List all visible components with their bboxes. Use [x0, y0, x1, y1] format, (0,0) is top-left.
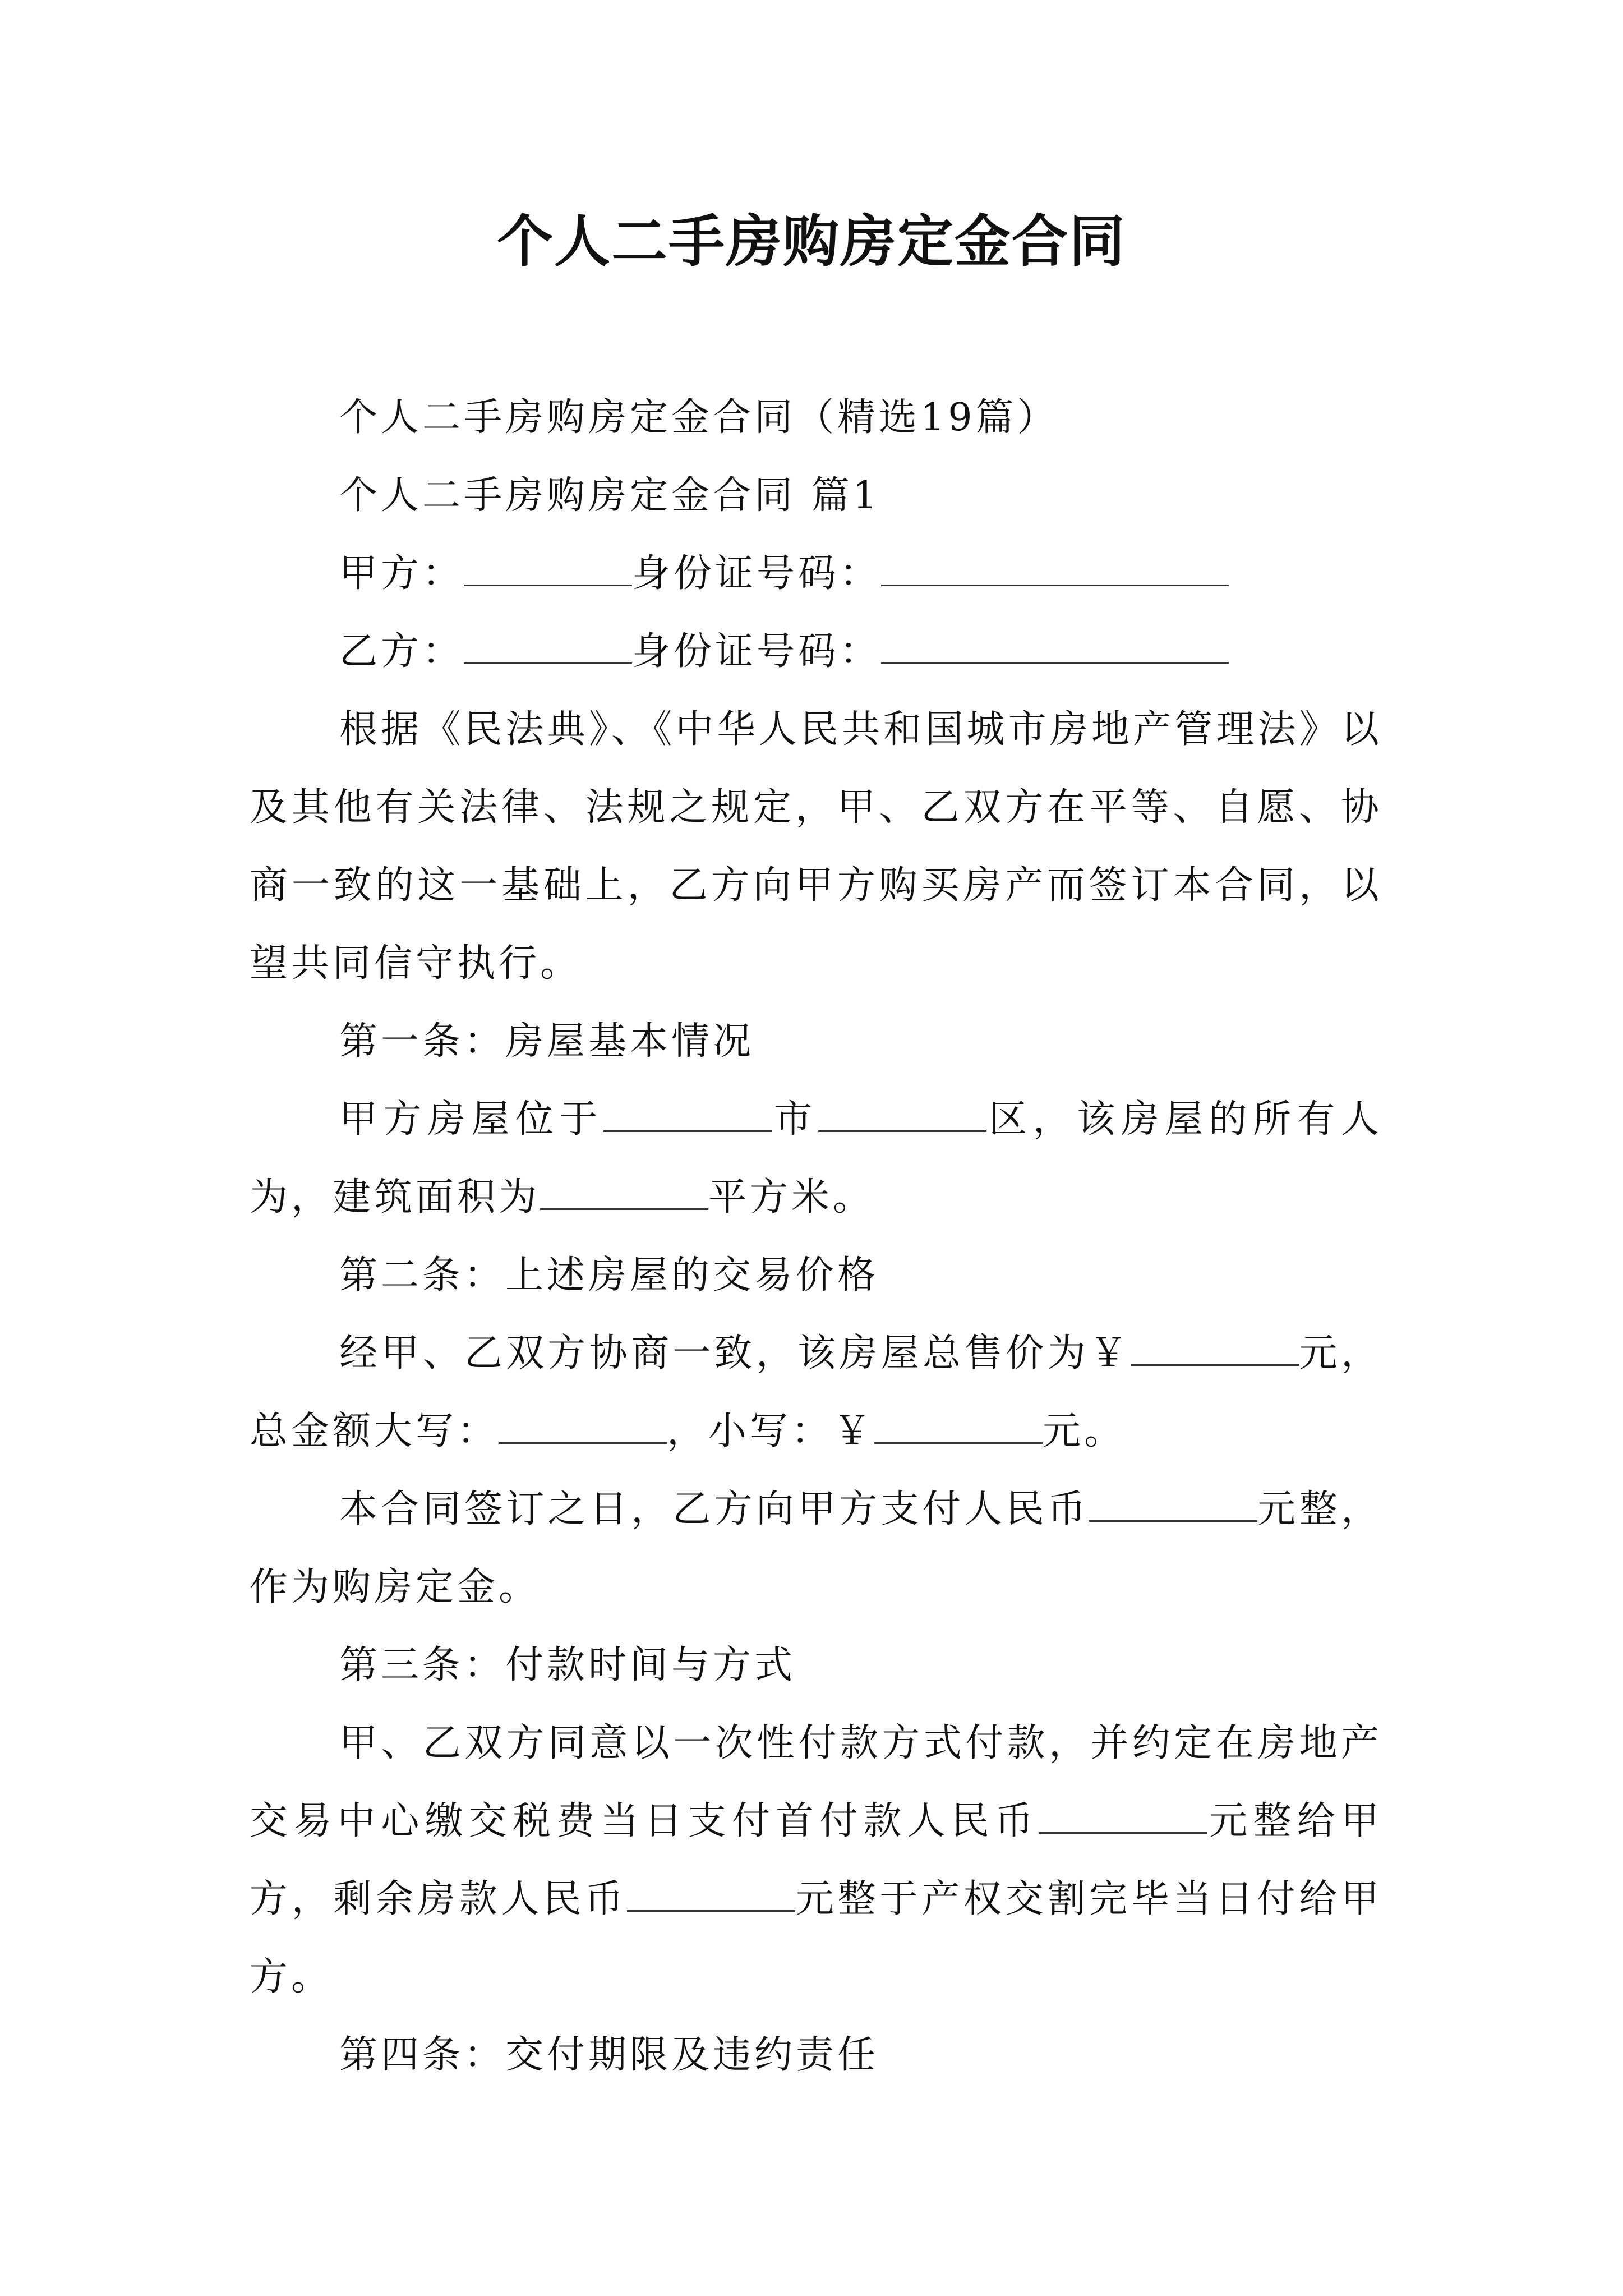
party-a-label: 甲方： — [339, 551, 464, 596]
party-b-id-label: 身份证号码： — [632, 629, 882, 674]
district-blank — [818, 1097, 986, 1132]
article4-title: 第四条：交付期限及违约责任 — [339, 2033, 879, 2077]
intro-paragraph: 根据《民法典》、《中华人民共和国城市房地产管理法》以及其他有关法律、法规之规定，甲、乙双方在平等、自愿、协商一致的这一基础上，乙方向甲方购买房产而签订本合同，以望共同信守执行。 — [250, 707, 1382, 986]
area-blank — [540, 1175, 708, 1210]
article2-paragraph — [250, 1314, 1382, 1470]
article3-text-a: 甲、乙双方同意以一次性付款方式付款，并约定在房地产交易中心缴交税费当日支付首付款人民币 — [250, 1721, 1382, 1843]
deposit-blank — [1089, 1487, 1257, 1522]
document-title: 个人二手房购房定金合同 — [497, 208, 1126, 274]
article3-paragraph — [250, 1704, 1382, 2016]
article1-paragraph — [250, 1080, 1382, 1236]
document-body — [250, 379, 1382, 2094]
party-a-name-blank — [464, 551, 632, 586]
party-b-name-blank — [464, 629, 632, 664]
party-b-line — [250, 613, 1382, 691]
party-a-id-label: 身份证号码： — [632, 551, 882, 596]
party-a-id-blank — [881, 551, 1229, 586]
article2-text-d: 元。 — [1043, 1409, 1126, 1453]
deposit-paragraph — [250, 1470, 1382, 1626]
article1-text-d: 平方米。 — [708, 1175, 875, 1220]
subtitle: 个人二手房购房定金合同（精选19篇） — [339, 395, 1059, 440]
balance-blank — [627, 1876, 795, 1912]
article2-text-e: 本合同签订之日，乙方向甲方支付人民币 — [339, 1487, 1090, 1531]
down-payment-blank — [1039, 1798, 1207, 1834]
amount-figures-blank — [874, 1409, 1043, 1444]
article1-title: 第一条：房屋基本情况 — [339, 1019, 755, 1064]
article1-text-a: 甲方房屋位于 — [339, 1097, 603, 1142]
article2-text-f: 元整，作为购房定金。 — [250, 1487, 1382, 1609]
section-heading: 个人二手房购房定金合同 篇1 — [339, 473, 880, 518]
party-b-id-blank — [881, 629, 1229, 664]
amount-words-blank — [499, 1409, 667, 1444]
city-blank — [603, 1097, 772, 1132]
article2-title: 第二条：上述房屋的交易价格 — [339, 1253, 879, 1297]
party-b-label: 乙方： — [339, 629, 464, 674]
article3-title: 第三条：付款时间与方式 — [339, 1643, 796, 1687]
article1-text-b: 市 — [771, 1097, 818, 1142]
total-price-blank — [1131, 1331, 1299, 1366]
article3-text-c: 元整于产权交割完毕当日付给甲方。 — [250, 1877, 1382, 1999]
article1-text-c: 区，该房屋的所有人为，建筑面积为 — [250, 1097, 1382, 1220]
article3-text-b: 元整给甲方，剩余房款人民币 — [250, 1799, 1382, 1921]
party-a-line — [250, 535, 1382, 613]
article2-text-a: 经甲、乙双方协商一致，该房屋总售价为￥ — [339, 1331, 1131, 1375]
article2-text-b: 元，总金额大写： — [250, 1331, 1382, 1453]
article2-text-c: ，小写：￥ — [667, 1409, 875, 1453]
